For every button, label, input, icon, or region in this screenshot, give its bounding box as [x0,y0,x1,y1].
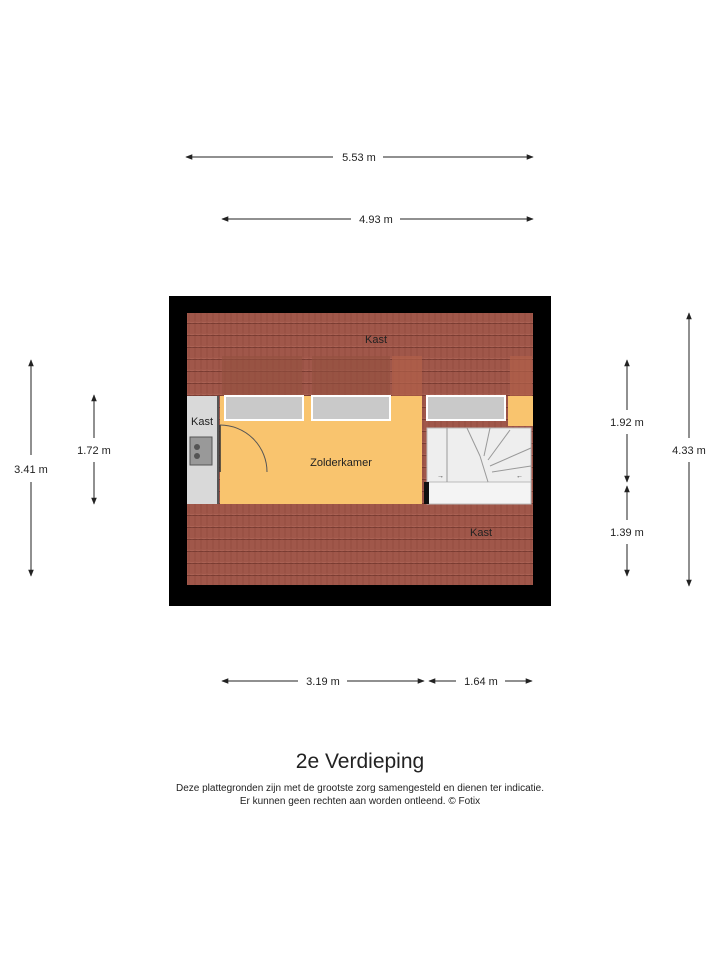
window [312,396,390,420]
disclaimer-line-1: Deze plattegronden zijn met de grootste zorg samengesteld en dienen ter indicatie. [175,783,544,794]
dim-label-right-outer: 4.33 m [672,445,706,457]
dormer-shade [222,356,302,396]
room-label-kast-left: Kast [190,416,214,428]
dim-label-left-inner: 1.72 m [77,445,111,457]
room-label-zolderkamer: Zolderkamer [310,457,372,469]
dormer-shade [510,356,532,396]
room-label-kast-top: Kast [364,334,388,346]
room-label-kast-bottom: Kast [469,527,493,539]
stair-post [424,482,429,504]
dim-label-top-inner: 4.93 m [359,214,393,226]
dormer-shade [312,356,390,396]
heater-dot [194,453,200,459]
disclaimer-line-2: Er kunnen geen rechten aan worden ontleend. © Fotix [239,796,481,807]
dim-label-bottom-left: 3.19 m [306,676,340,688]
heater-dot [194,444,200,450]
heater [190,437,212,465]
floor-right-strip [508,396,533,426]
stair-arrow-up: → [437,473,444,480]
dim-label-right-lower: 1.39 m [610,527,644,539]
dim-label-bottom-right: 1.64 m [464,676,498,688]
dim-label-top-outer: 5.53 m [342,152,376,164]
dim-label-left-outer: 3.41 m [14,464,48,476]
stair-landing [427,482,531,504]
floor-title: 2e Verdieping [295,750,425,773]
dim-label-right-upper: 1.92 m [610,417,644,429]
window [225,396,303,420]
dormer-shade [392,356,422,396]
window [427,396,505,420]
stair-arrow-down: ← [516,473,523,480]
